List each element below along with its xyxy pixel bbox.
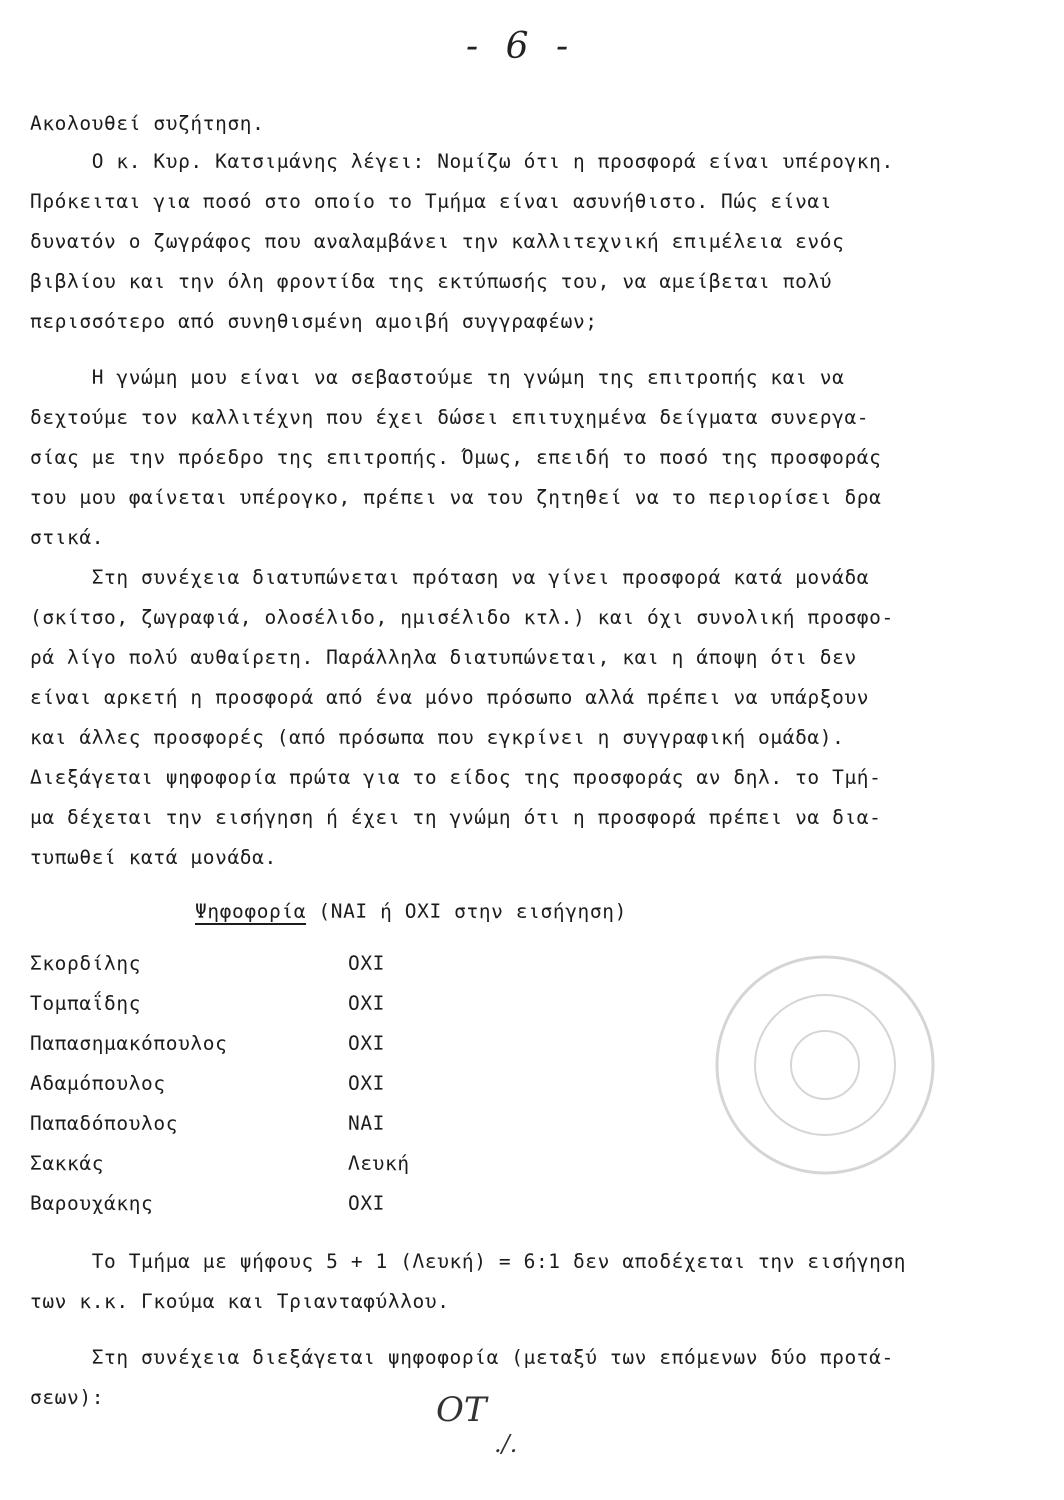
official-seal-icon: [710, 950, 940, 1180]
voter-name: Βαρουχάκης: [30, 1192, 154, 1215]
paragraph-2-line: περισσότερο από συνηθισμένη αμοιβή συγγραφέων;: [30, 310, 598, 333]
result-line: των κ.κ. Γκούμα και Τριανταφύλλου.: [30, 1290, 450, 1313]
paragraph-2-line: Ο κ. Κυρ. Κατσιμάνης λέγει: Νομίζω ότι η προσφορά είναι υπέρογκη.: [30, 150, 894, 173]
paragraph-3-line: στικά.: [30, 526, 105, 549]
paragraph-4-line: ρά λίγο πολύ αυθαίρετη. Παράλληλα διατυπώνεται, και η άποψη ότι δεν: [30, 646, 857, 669]
vote-value: ΝΑΙ: [348, 1112, 386, 1135]
voter-name: Σκορδίλης: [30, 952, 142, 975]
paragraph-4-line: (σκίτσο, ζωγραφιά, ολοσέλιδο, ημισέλιδο κτλ.) και όχι συνολική προσφο-: [30, 606, 894, 629]
vote-heading-note: (ΝΑΙ ή ΟΧΙ στην εισήγηση): [318, 900, 627, 923]
closing-line: Στη συνέχεια διεξάγεται ψηφοφορία (μεταξύ των επόμενων δύο προτά-: [30, 1346, 894, 1369]
paragraph-1-line: Ακολουθεί συζήτηση.: [30, 112, 265, 135]
voter-name: Παπασημακόπουλος: [30, 1032, 228, 1055]
paragraph-3-line: Η γνώμη μου είναι να σεβαστούμε τη γνώμη της επιτροπής και να: [30, 366, 845, 389]
paragraph-3-line: δεχτούμε τον καλλιτέχνη που έχει δώσει επιτυχημένα δείγματα συνεργα-: [30, 406, 870, 429]
vote-value: ΟΧΙ: [348, 952, 386, 975]
paragraph-2-line: βιβλίου και την όλη φροντίδα της εκτύπωσής του, να αμείβεται πολύ: [30, 270, 833, 293]
page-number: - 6 -: [466, 26, 577, 67]
paragraph-4-line: και άλλες προσφορές (από πρόσωπα που εγκρίνει η συγγραφική ομάδα).: [30, 726, 845, 749]
vote-value: ΟΧΙ: [348, 1032, 386, 1055]
result-line: Το Τμήμα με ψήφους 5 + 1 (Λευκή) = 6:1 δεν αποδέχεται την εισήγηση: [30, 1250, 907, 1273]
paragraph-4-line: Διεξάγεται ψηφοφορία πρώτα για το είδος της προσφοράς αν δηλ. το Τμή-: [30, 766, 882, 789]
closing-line: σεων):: [30, 1386, 105, 1409]
vote-value: ΟΧΙ: [348, 992, 386, 1015]
paragraph-3-line: σίας με την πρόεδρο της επιτροπής. Όμως, επειδή το ποσό της προσφοράς: [30, 446, 882, 469]
voter-name: Παπαδόπουλος: [30, 1112, 179, 1135]
paragraph-4-line: μα δέχεται την εισήγηση ή έχει τη γνώμη ότι η προσφορά πρέπει να δια-: [30, 806, 882, 829]
paragraph-4-line: Στη συνέχεια διατυπώνεται πρόταση να γίνει προσφορά κατά μονάδα: [30, 566, 870, 589]
handwritten-initials: ΟΤ: [436, 1390, 487, 1430]
vote-value: Λευκή: [348, 1152, 410, 1175]
paragraph-2-line: Πρόκειται για ποσό στο οποίο το Τμήμα είναι ασυνήθιστο. Πώς είναι: [30, 190, 833, 213]
paragraph-4-line: είναι αρκετή η προσφορά από ένα μόνο πρόσωπο αλλά πρέπει να υπάρξουν: [30, 686, 870, 709]
paragraph-3-line: του μου φαίνεται υπέρογκο, πρέπει να του ζητηθεί να το περιορίσει δρα: [30, 486, 882, 509]
vote-heading: [195, 900, 627, 923]
vote-value: ΟΧΙ: [348, 1072, 386, 1095]
continuation-mark: ./.: [494, 1430, 518, 1458]
paragraph-4-line: τυπωθεί κατά μονάδα.: [30, 846, 277, 869]
voter-name: Σακκάς: [30, 1152, 105, 1175]
vote-value: ΟΧΙ: [348, 1192, 386, 1215]
voter-name: Αδαμόπουλος: [30, 1072, 166, 1095]
paragraph-2-line: δυνατόν ο ζωγράφος που αναλαμβάνει την καλλιτεχνική επιμέλεια ενός: [30, 230, 845, 253]
voter-name: Τομπαΐδης: [30, 992, 142, 1015]
vote-heading-title: Ψηφοφορία: [195, 900, 307, 923]
